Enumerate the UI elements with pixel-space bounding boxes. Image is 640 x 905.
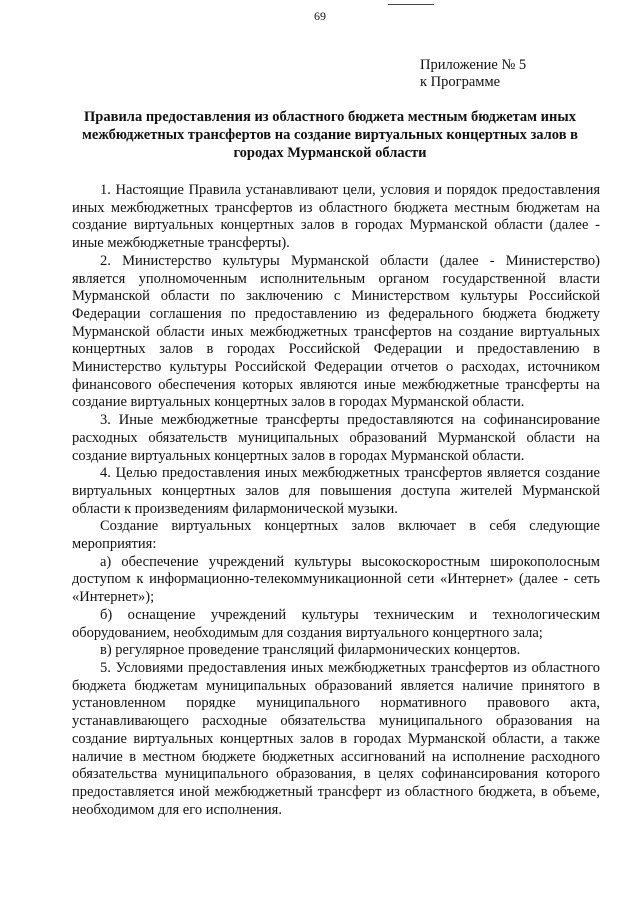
paragraph-3: 3. Иные межбюджетные трансферты предоставляются на софинансирование расходных обязательств муниципальных образований Мурманской области на создание виртуальных концертных залов в городах Мурманской области. bbox=[72, 412, 600, 464]
paragraph-2: 2. Министерство культуры Мурманской области (далее - Министерство) является уполномоченным исполнительным органом государственной власти Мурманской области по заключению с Министерством культуры Российской Федерации соглашения по предоставлению из федерального бюджета бюджету Мурманской области иных межбюджетных трансфертов на создание виртуальных концертных залов в городах Российской Федерации и предоставлению в Министерство культуры Российской Федерации отчетов о расходах, источником финансового обеспечения которых являются иные межбюджетные трансферты на создание виртуальных концертных залов в городах Мурманской области. bbox=[72, 252, 600, 411]
page-number: 69 bbox=[314, 9, 326, 23]
top-rule bbox=[388, 4, 434, 5]
list-item-b: б) оснащение учреждений культуры техническим и технологическим оборудованием, необходимым для создания виртуального концертного зала; bbox=[72, 606, 600, 641]
appendix-number: Приложение № 5 bbox=[420, 57, 527, 73]
paragraph-1: 1. Настоящие Правила устанавливают цели, условия и порядок предоставления иных межбюджетных трансфертов из областного бюджета местным бюджетам на создание виртуальных концертных залов в городах Мурманской области (далее - иные межбюджетные трансферты). bbox=[72, 182, 600, 252]
paragraph-4: 4. Целью предоставления иных межбюджетных трансфертов является создание виртуальных концертных залов для повышения доступа жителей Мурманской области к произведениям филармонической музыки. bbox=[72, 465, 600, 517]
paragraph-activities-intro: Создание виртуальных концертных залов включает в себя следующие мероприятия: bbox=[72, 518, 600, 553]
appendix-reference bbox=[420, 57, 526, 91]
appendix-program: к Программе bbox=[420, 74, 501, 90]
document-title: Правила предоставления из областного бюджета местным бюджетам иных межбюджетных трансфертов на создание виртуальных концертных залов в городах Мурманской области bbox=[82, 109, 578, 161]
list-item-c: в) регулярное проведение трансляций филармонических концертов. bbox=[100, 642, 521, 659]
list-item-a: а) обеспечение учреждений культуры высокоскоростным широкополосным доступом к информационно-телекоммуникационной сети «Интернет» (далее - сеть «Интернет»); bbox=[72, 553, 600, 606]
paragraph-5: 5. Условиями предоставления иных межбюджетных трансфертов из областного бюджета бюджетам муниципальных образований является наличие принятого в установленном порядке муниципального нормативного правового акта, устанавливающего расходные обязательства муниципального образования на создание виртуальных концертных залов в городах Мурманской области, а также наличие в местном бюджете бюджетных ассигнований на исполнение расходного обязательства муниципального образования, в целях софинансирования которого предоставляется иной межбюджетный трансферт из областного бюджета, в объеме, необходимом для его исполнения. bbox=[72, 659, 600, 818]
document-body bbox=[72, 182, 600, 819]
